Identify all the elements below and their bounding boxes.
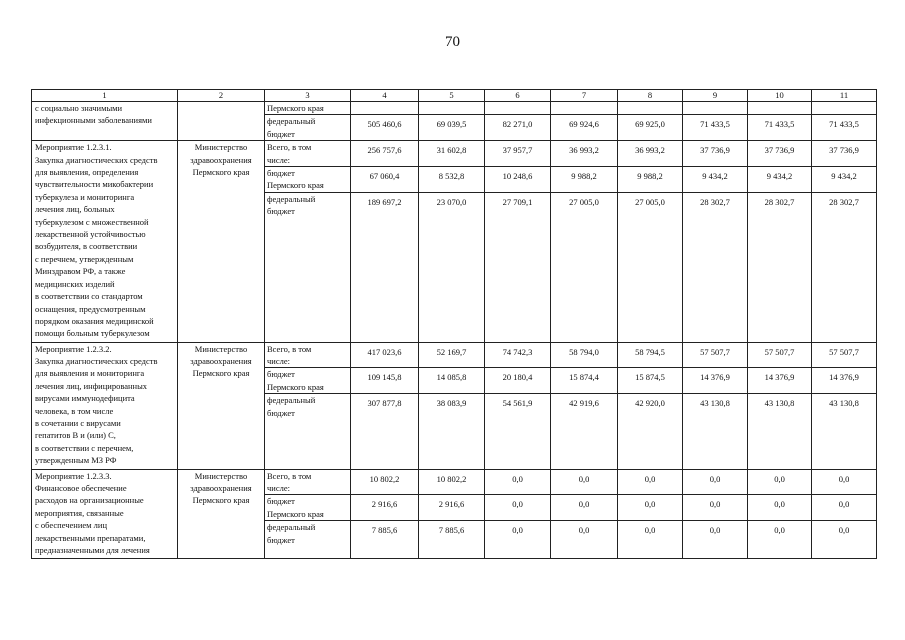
amount-cell	[683, 102, 748, 115]
amount-cell: 58 794,5	[618, 342, 683, 368]
executor-cell	[178, 102, 265, 141]
funding-source-line: бюджет	[267, 168, 295, 179]
amount-cell: 0,0	[748, 521, 812, 559]
funding-source-cell	[265, 495, 351, 521]
description-line: Минздравом РФ, а также	[35, 266, 126, 277]
description-line: расходов на организационные	[35, 495, 144, 506]
funding-source-line: бюджет	[267, 496, 295, 507]
amount-cell: 9 434,2	[683, 167, 748, 193]
amount-cell: 69 039,5	[419, 115, 485, 141]
amount-cell: 2 916,6	[351, 495, 419, 521]
amount-cell: 20 180,4	[485, 368, 551, 394]
amount-cell: 417 023,6	[351, 342, 419, 368]
description-line: Финансовое обеспечение	[35, 483, 127, 494]
description-line: для выявления и мониторинга	[35, 368, 145, 379]
description-line: помощи больным туберкулезом	[35, 328, 150, 339]
description-line: возбудителя, в соответствии	[35, 241, 138, 252]
description-line: Мероприятие 1.2.3.3.	[35, 470, 112, 481]
amount-cell	[419, 102, 485, 115]
amount-cell: 37 736,9	[812, 141, 877, 167]
amount-cell: 0,0	[748, 495, 812, 521]
table-row	[32, 342, 877, 368]
amount-cell: 43 130,8	[683, 394, 748, 469]
amount-cell: 256 757,6	[351, 141, 419, 167]
funding-source-cell	[265, 141, 351, 167]
column-number-3: 3	[265, 90, 351, 102]
description-line: мероприятия, связанные	[35, 507, 124, 518]
amount-cell: 0,0	[485, 469, 551, 495]
funding-source-line: числе:	[267, 356, 290, 367]
amount-cell: 7 885,6	[351, 521, 419, 559]
funding-source-line: Всего, в том	[267, 343, 312, 354]
amount-cell: 15 874,5	[618, 368, 683, 394]
amount-cell: 505 460,6	[351, 115, 419, 141]
description-line: гепатитов B и (или) C,	[35, 430, 116, 441]
amount-cell: 27 709,1	[485, 192, 551, 342]
amount-cell: 43 130,8	[748, 394, 812, 469]
executor-line: Пермского края	[192, 495, 250, 506]
description-line: чувствительности микобактерии	[35, 179, 154, 190]
funding-source-cell	[265, 521, 351, 559]
amount-cell: 8 532,8	[419, 167, 485, 193]
description-line: лекарственными препаратами,	[35, 532, 146, 543]
description-line: человека, в том числе	[35, 405, 114, 416]
amount-cell: 54 561,9	[485, 394, 551, 469]
amount-cell: 71 433,5	[748, 115, 812, 141]
executor-cell	[178, 342, 265, 469]
amount-cell: 57 507,7	[683, 342, 748, 368]
amount-cell: 42 920,0	[618, 394, 683, 469]
funding-source-line: бюджет	[267, 407, 295, 418]
funding-source-cell	[265, 115, 351, 141]
funding-source-line: числе:	[267, 154, 290, 165]
funding-source-cell	[265, 368, 351, 394]
column-number-8: 8	[618, 90, 683, 102]
amount-cell: 28 302,7	[812, 192, 877, 342]
column-number-11: 11	[812, 90, 877, 102]
funding-source-line: Пермского края	[267, 508, 324, 519]
event-description-cell	[32, 469, 178, 559]
amount-cell: 42 919,6	[551, 394, 618, 469]
description-line: с социально значимыми	[35, 103, 123, 113]
amount-cell: 9 988,2	[551, 167, 618, 193]
amount-cell: 0,0	[485, 521, 551, 559]
description-line: в соответствии с перечнем,	[35, 442, 134, 453]
amount-cell: 2 916,6	[419, 495, 485, 521]
amount-cell: 0,0	[618, 495, 683, 521]
amount-cell: 0,0	[551, 469, 618, 495]
funding-source-line: федеральный	[267, 193, 316, 204]
amount-cell: 38 083,9	[419, 394, 485, 469]
amount-cell: 37 957,7	[485, 141, 551, 167]
column-number-2: 2	[178, 90, 265, 102]
amount-cell: 71 433,5	[812, 115, 877, 141]
amount-cell: 14 085,8	[419, 368, 485, 394]
column-number-1: 1	[32, 90, 178, 102]
amount-cell: 14 376,9	[748, 368, 812, 394]
amount-cell: 0,0	[812, 521, 877, 559]
amount-cell: 52 169,7	[419, 342, 485, 368]
description-line: туберкулеза и мониторинга	[35, 191, 135, 202]
amount-cell	[485, 102, 551, 115]
event-description-cell	[32, 102, 178, 141]
amount-cell: 15 874,4	[551, 368, 618, 394]
description-line: лечения лиц, больных	[35, 204, 115, 215]
amount-cell: 58 794,0	[551, 342, 618, 368]
description-line: Мероприятие 1.2.3.2.	[35, 343, 112, 354]
amount-cell: 31 602,8	[419, 141, 485, 167]
funding-source-cell	[265, 102, 351, 115]
amount-cell: 10 248,6	[485, 167, 551, 193]
executor-line: Министерство	[194, 142, 248, 153]
description-line: порядком оказания медицинской	[35, 315, 154, 326]
amount-cell: 43 130,8	[812, 394, 877, 469]
amount-cell: 57 507,7	[748, 342, 812, 368]
funding-source-line: бюджет	[267, 128, 295, 139]
funding-source-line: федеральный	[267, 522, 316, 533]
column-number-6: 6	[485, 90, 551, 102]
amount-cell: 9 434,2	[812, 167, 877, 193]
executor-cell	[178, 141, 265, 342]
amount-cell: 37 736,9	[748, 141, 812, 167]
amount-cell: 57 507,7	[812, 342, 877, 368]
event-description-cell	[32, 342, 178, 469]
amount-cell	[551, 102, 618, 115]
amount-cell: 0,0	[551, 521, 618, 559]
column-number-7: 7	[551, 90, 618, 102]
amount-cell: 28 302,7	[748, 192, 812, 342]
table-row	[32, 469, 877, 495]
executor-line: Пермского края	[192, 368, 250, 379]
column-number-5: 5	[419, 90, 485, 102]
description-line: медицинских изделий	[35, 278, 115, 289]
amount-cell: 28 302,7	[683, 192, 748, 342]
executor-line: здравоохранения	[190, 356, 252, 367]
description-line: в соответствии со стандартом	[35, 291, 143, 302]
amount-cell: 10 802,2	[419, 469, 485, 495]
amount-cell: 0,0	[618, 521, 683, 559]
amount-cell: 307 877,8	[351, 394, 419, 469]
funding-source-line: федеральный	[267, 116, 316, 127]
description-line: инфекционными заболеваниями	[35, 115, 152, 126]
column-number-9: 9	[683, 90, 748, 102]
page-number: 70	[445, 34, 460, 50]
description-line: с перечнем, утвержденным	[35, 253, 134, 264]
funding-source-line: федеральный	[267, 395, 316, 406]
event-description-cell	[32, 141, 178, 342]
funding-source-line: Пермского края	[267, 180, 324, 191]
amount-cell	[812, 102, 877, 115]
amount-cell: 0,0	[485, 495, 551, 521]
funding-source-cell	[265, 167, 351, 193]
executor-line: Пермского края	[192, 167, 250, 178]
funding-source-line: числе:	[267, 483, 290, 494]
amount-cell	[748, 102, 812, 115]
budget-table	[31, 89, 877, 559]
description-line: туберкулезом с множественной	[35, 216, 149, 227]
amount-cell: 27 005,0	[551, 192, 618, 342]
amount-cell: 37 736,9	[683, 141, 748, 167]
funding-source-cell	[265, 192, 351, 342]
executor-line: здравоохранения	[190, 483, 252, 494]
funding-source-line: бюджет	[267, 206, 295, 217]
description-line: предназначенными для лечения	[35, 545, 150, 556]
amount-cell: 36 993,2	[618, 141, 683, 167]
amount-cell: 0,0	[683, 469, 748, 495]
amount-cell: 69 924,6	[551, 115, 618, 141]
description-line: с обеспечением лиц	[35, 520, 107, 531]
funding-source-line: Всего, в том	[267, 142, 312, 153]
amount-cell: 82 271,0	[485, 115, 551, 141]
amount-cell: 189 697,2	[351, 192, 419, 342]
description-line: Закупка диагностических средств	[35, 356, 158, 367]
amount-cell: 14 376,9	[683, 368, 748, 394]
description-line: Закупка диагностических средств	[35, 154, 158, 165]
funding-source-cell	[265, 342, 351, 368]
description-line: утвержденным МЗ РФ	[35, 455, 117, 466]
amount-cell	[351, 102, 419, 115]
amount-cell: 14 376,9	[812, 368, 877, 394]
funding-source-line: бюджет	[267, 534, 295, 545]
funding-source-line: Пермского края	[267, 381, 324, 392]
amount-cell: 7 885,6	[419, 521, 485, 559]
amount-cell: 69 925,0	[618, 115, 683, 141]
description-line: лекарственной устойчивостью	[35, 229, 146, 240]
amount-cell: 9 434,2	[748, 167, 812, 193]
amount-cell: 71 433,5	[683, 115, 748, 141]
amount-cell: 23 070,0	[419, 192, 485, 342]
amount-cell: 0,0	[618, 469, 683, 495]
amount-cell: 10 802,2	[351, 469, 419, 495]
amount-cell: 9 988,2	[618, 167, 683, 193]
amount-cell: 0,0	[812, 495, 877, 521]
amount-cell: 0,0	[683, 521, 748, 559]
column-number-4: 4	[351, 90, 419, 102]
amount-cell: 0,0	[812, 469, 877, 495]
funding-source-line: бюджет	[267, 369, 295, 380]
table-row	[32, 102, 877, 115]
table-body	[32, 102, 877, 559]
column-number-row	[32, 90, 877, 102]
amount-cell: 0,0	[683, 495, 748, 521]
amount-cell: 67 060,4	[351, 167, 419, 193]
table-row	[32, 141, 877, 167]
column-number-10: 10	[748, 90, 812, 102]
description-line: Мероприятие 1.2.3.1.	[35, 142, 112, 153]
description-line: оснащения, предусмотренным	[35, 303, 146, 314]
funding-source-cell	[265, 394, 351, 469]
amount-cell: 109 145,8	[351, 368, 419, 394]
amount-cell: 74 742,3	[485, 342, 551, 368]
executor-line: Министерство	[194, 470, 248, 481]
funding-source-line: Всего, в том	[267, 470, 312, 481]
executor-line: Министерство	[194, 343, 248, 354]
funding-source-cell	[265, 469, 351, 495]
description-line: для выявления, определения	[35, 167, 139, 178]
funding-source-line: Пермского края	[267, 103, 324, 113]
amount-cell: 36 993,2	[551, 141, 618, 167]
amount-cell: 0,0	[551, 495, 618, 521]
description-line: лечения лиц, инфицированных	[35, 380, 148, 391]
executor-line: здравоохранения	[190, 154, 252, 165]
amount-cell: 27 005,0	[618, 192, 683, 342]
executor-cell	[178, 469, 265, 559]
amount-cell	[618, 102, 683, 115]
description-line: вирусами иммунодефицита	[35, 393, 135, 404]
description-line: в сочетании с вирусами	[35, 418, 121, 429]
amount-cell: 0,0	[748, 469, 812, 495]
